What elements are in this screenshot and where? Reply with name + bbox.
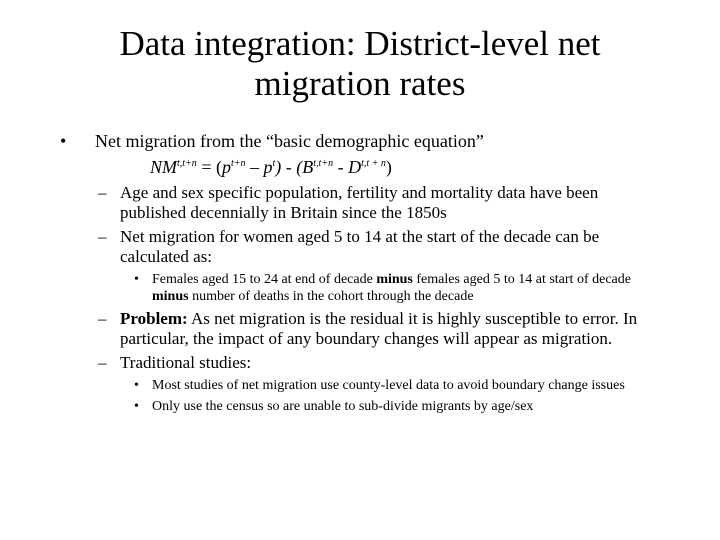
point-county-level <box>58 377 668 394</box>
point-text: Only use the census so are unable to sub-divide migrants by age/sex <box>152 399 534 414</box>
minus-emphasis-2: minus <box>152 289 189 304</box>
eq-b-sup: t,t+n <box>313 158 334 169</box>
eq-b: B <box>302 157 314 177</box>
eq-nm: NM <box>150 157 177 177</box>
dot-icon: • <box>134 378 139 393</box>
eq-close-open: ) - ( <box>275 157 303 177</box>
eq-d: D <box>348 157 362 177</box>
subpoint-data-availability <box>58 183 668 223</box>
subpoint-text: Age and sex specific population, fertility and mortality data have been published decennially in Britain since the 1850s <box>120 183 599 222</box>
eq-d-sup: t,t + n <box>361 158 386 169</box>
slide-body <box>58 130 668 419</box>
eq-p1: p <box>221 157 231 177</box>
subpoint-text: Traditional studies: <box>120 353 252 372</box>
eq-p2-sup: t <box>272 158 276 169</box>
bullet-net-migration <box>58 130 668 152</box>
point-text-3: number of deaths in the cohort through the decade <box>188 289 474 304</box>
slide-title: Data integration: District-level net migration rates <box>119 24 601 103</box>
subpoint-calculation <box>58 227 668 267</box>
point-cohort-formula <box>58 271 668 305</box>
subpoint-traditional-studies <box>58 353 668 373</box>
minus-emphasis-1: minus <box>376 272 413 287</box>
problem-label: Problem: <box>120 309 188 328</box>
eq-minus: – <box>245 157 264 177</box>
problem-text: As net migration is the residual it is highly susceptible to error. In particular, the impact of any boundary changes will appear as migration. <box>120 309 638 348</box>
dash-icon: – <box>98 353 107 372</box>
eq-dash: - <box>333 157 349 177</box>
dash-icon: – <box>98 309 107 328</box>
point-census-only <box>58 398 668 415</box>
eq-equals: = ( <box>196 157 222 177</box>
demographic-equation <box>58 156 668 178</box>
point-text-1: Females aged 15 to 24 at end of decade <box>152 272 377 287</box>
point-text: Most studies of net migration use county-level data to avoid boundary change issues <box>152 378 625 393</box>
bullet-icon: • <box>60 131 67 151</box>
point-text-2: females aged 5 to 14 at start of decade <box>412 272 631 287</box>
subpoint-text: Net migration for women aged 5 to 14 at the start of the decade can be calculated as: <box>120 227 600 266</box>
eq-p1-sup: t+n <box>230 158 246 169</box>
eq-p2: p <box>263 157 273 177</box>
dot-icon: • <box>134 272 139 287</box>
dot-icon: • <box>134 399 139 414</box>
eq-close: ) <box>385 157 392 177</box>
bullet-text: Net migration from the “basic demographic equation” <box>95 131 484 151</box>
dash-icon: – <box>98 227 107 246</box>
dash-icon: – <box>98 183 107 202</box>
subpoint-problem <box>58 309 668 349</box>
eq-nm-sup: t,t+n <box>177 158 197 169</box>
